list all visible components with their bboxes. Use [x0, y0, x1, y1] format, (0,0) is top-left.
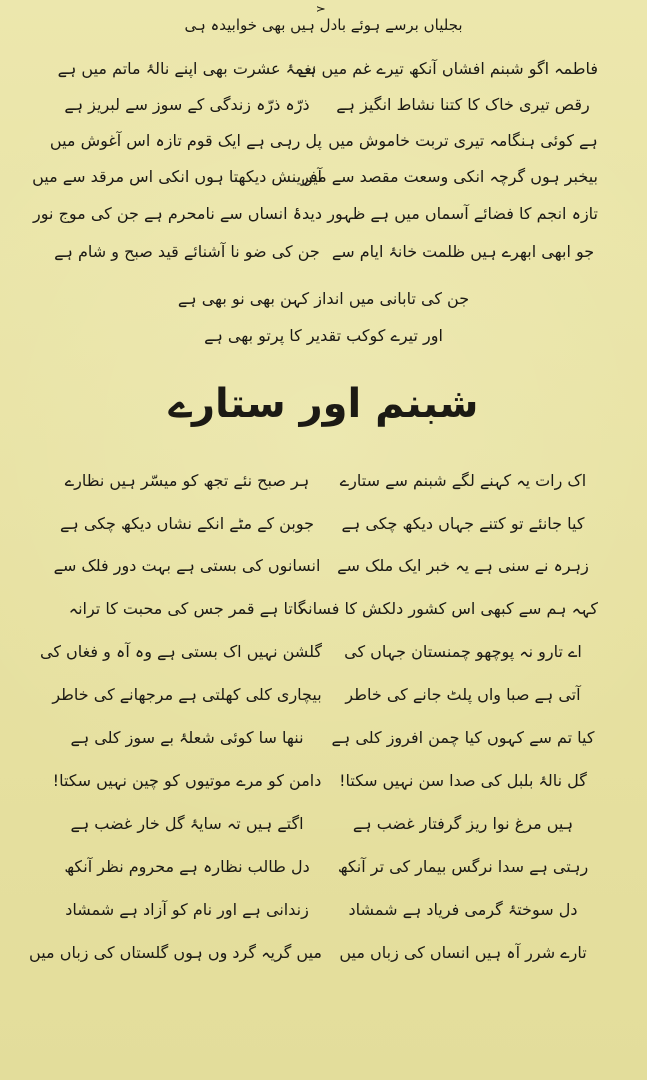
- second-poem-right-line-7: کیا تم سے کہوں کیا چمن افروز کلی ہے: [331, 728, 595, 747]
- second-poem-left-line-8: دامن کو مرے موتیوں کو چین نہیں سکتا!: [52, 771, 322, 790]
- top-line: بجلیاں برسے ہوئے بادل ہیں بھی خوابیدہ ہی: [184, 16, 463, 34]
- first-poem-left-line-3: پل رہی ہے ایک قوم تازہ اس آغوش میں: [49, 131, 322, 150]
- second-poem-right-line-10: رہتی ہے سدا نرگس بیمار کی تر آنکھ: [337, 857, 589, 876]
- second-poem-left-line-7: ننھا سا کوئی شعلۂ بے سوز کلی ہے: [70, 728, 304, 747]
- second-poem-right-line-4: کہہ ہم سے کبھی اس کشور دلکش کا فسانہ: [298, 599, 598, 618]
- first-poem-left-line-4: آفرینش دیکھتا ہوں انکی اس مرقد سے میں: [32, 167, 322, 186]
- first-poem-end-line-1: جن کی تابانی میں انداز کہن بھی نو بھی ہے: [177, 289, 470, 308]
- second-poem-left-line-9: اگتے ہیں تہ سایۂ گل خار غضب ہے: [70, 814, 304, 833]
- poem-title: شبنم اور ستارے: [168, 381, 479, 427]
- first-poem-left-line-2: ذرّہ ذرّہ زندگی کے سوز سے لبریز ہے: [64, 95, 310, 114]
- first-poem-right-line-3: ہے کوئی ہنگامہ تیری تربت خاموش میں: [328, 131, 598, 150]
- second-poem-right-line-5: اے تارو نہ پوچھو چمنستان جہاں کی: [344, 642, 582, 661]
- second-poem-right-line-11: دل سوختۂ گرمی فریاد ہے شمشاد: [348, 900, 578, 919]
- first-poem-right-line-6: جو ابھی ابھرے ہیں ظلمت خانۂ ایام سے: [331, 242, 595, 261]
- first-poem-right-line-1: فاطمہ اگو شبنم افشاں آنکھ تیرے غم میں ہے: [297, 59, 598, 78]
- second-poem-right-line-3: زہرہ نے سنی ہے یہ خبر ایک ملک سے: [337, 556, 589, 575]
- second-poem-right-line-9: ہیں مرغ نوا ریز گرفتار غضب ہے: [352, 814, 574, 833]
- first-poem-right-line-4: بیخبر ہوں گرچہ انکی وسعت مقصد سے میں: [301, 167, 598, 186]
- second-poem-left-line-2: جوبن کے مٹے انکے نشاں دیکھ چکی ہے: [60, 514, 314, 533]
- first-poem-right-line-5: تازہ انجم کا فضائے آسماں میں ہے ظہور: [327, 204, 598, 223]
- second-poem-right-line-2: کیا جانئے تو کتنے جہاں دیکھ چکی ہے: [341, 514, 585, 533]
- second-poem-right-line-8: گل نالۂ بلبل کی صدا سن نہیں سکتا!: [339, 771, 587, 790]
- first-poem-right-line-2: رقص تیری خاک کا کتنا نشاط انگیز ہے: [336, 95, 590, 114]
- second-poem-right-line-12: تارے شرر آہ ہیں انساں کی زباں میں: [339, 943, 587, 962]
- second-poem-left-line-12: میں گریہ گرد وں ہوں گلستاں کی زباں میں: [29, 943, 322, 962]
- second-poem-left-line-4: گاتا ہے قمر جس کی محبت کا ترانہ: [68, 599, 306, 618]
- second-poem-right-line-6: آتی ہے صبا واں پلٹ جانے کی خاطر: [345, 685, 581, 704]
- first-poem-end-line-2: اور تیرے کوکب تقدیر کا پرتو بھی ہے: [204, 326, 443, 345]
- second-poem-left-line-1: ہر صبح نئے تجھ کو میسّر ہیں نظارے: [64, 471, 310, 490]
- second-poem-left-line-6: بیچاری کلی کھلتی ہے مرجھانے کی خاطر: [52, 685, 322, 704]
- second-poem-right-line-1: اک رات یہ کہنے لگے شبنم سے ستارے: [339, 471, 587, 490]
- first-poem-left-line-6: جن کی ضو نا آشنائے قید صبح و شام ہے: [54, 242, 320, 261]
- second-poem-left-line-3: انسانوں کی بستی ہے بہت دور فلک سے: [53, 556, 321, 575]
- first-poem-left-line-1: نغمۂ عشرت بھی اپنے نالۂ ماتم میں ہے: [57, 59, 317, 78]
- second-poem-left-line-11: زندانی ہے اور نام کو آزاد ہے شمشاد: [65, 900, 309, 919]
- second-poem-left-line-10: دل طالب نظارہ ہے محروم نظر آنکھ: [64, 857, 310, 876]
- page-number: ٨: [314, 5, 329, 13]
- second-poem-left-line-5: گلشن نہیں اک بستی ہے وہ آہ و فغاں کی: [40, 642, 322, 661]
- first-poem-left-line-5: دیدۂ انساں سے نامحرم ہے جن کی موج نور: [33, 204, 322, 223]
